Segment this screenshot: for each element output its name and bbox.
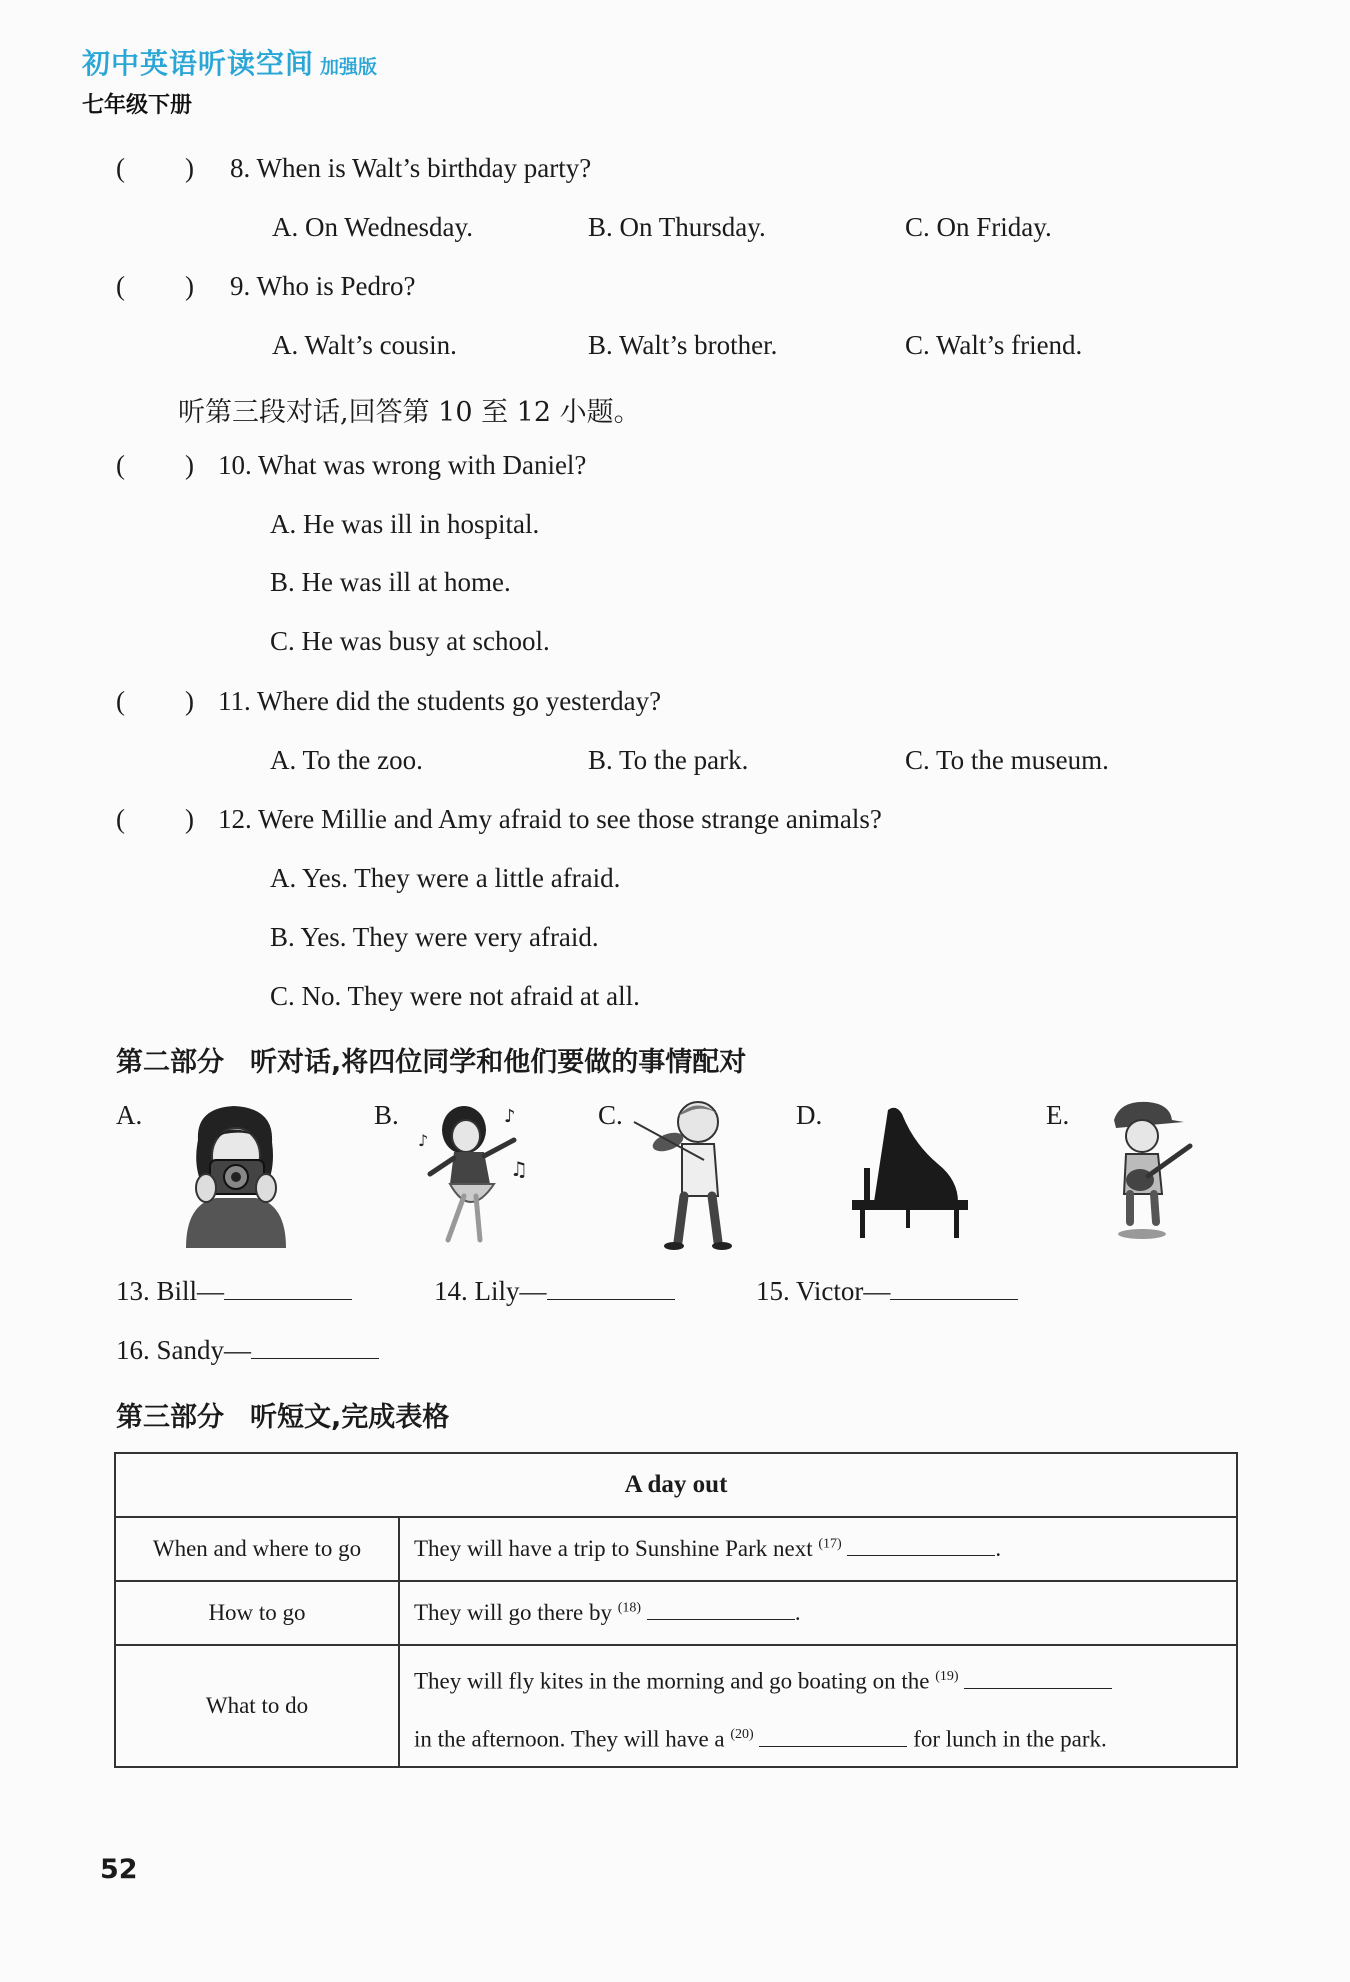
picture-letter-c: C. [598, 1100, 623, 1130]
answer-blank-20[interactable] [759, 1728, 907, 1747]
option-12a: A. Yes. They were a little afraid. [270, 863, 621, 893]
picture-letter-a: A. [116, 1100, 143, 1130]
part2-heading: 第二部分 听对话,将四位同学和他们要做的事情配对 [116, 1047, 747, 1078]
svg-text:♫: ♫ [510, 1157, 528, 1181]
table-row [115, 1581, 1237, 1645]
answer-paren[interactable]: ( ) [116, 686, 194, 716]
dancer-icon [414, 1100, 534, 1248]
question-9: 9. Who is Pedro? [230, 271, 416, 301]
answer-blank-19[interactable] [964, 1670, 1112, 1689]
violinist-icon [630, 1096, 736, 1252]
answer-paren[interactable]: ( ) [116, 271, 194, 301]
option-8a: A. On Wednesday. [272, 212, 474, 242]
answer-blank-18[interactable] [647, 1601, 795, 1620]
piano-icon [848, 1104, 972, 1240]
picture-letter-b: B. [374, 1100, 399, 1130]
row-label: When and where to go [115, 1517, 399, 1581]
option-11c: C. To the museum. [905, 745, 1109, 775]
answer-paren[interactable]: ( ) [116, 804, 194, 834]
option-8b: B. On Thursday. [588, 212, 766, 242]
page-number: 52 [100, 1854, 138, 1885]
answer-paren[interactable]: ( ) [116, 450, 194, 480]
day-out-table [114, 1452, 1238, 1768]
answer-blank[interactable] [224, 1277, 352, 1300]
match-item-16[interactable]: 16. Sandy— [116, 1335, 379, 1366]
option-10a: A. He was ill in hospital. [270, 509, 540, 539]
picture-letter-d: D. [796, 1100, 823, 1130]
match-item-14[interactable]: 14. Lily— [434, 1276, 675, 1307]
series-tag: 加强版 [320, 56, 378, 78]
svg-text:♪: ♪ [418, 1131, 429, 1150]
option-11a: A. To the zoo. [270, 745, 423, 775]
option-9c: C. Walt’s friend. [905, 330, 1083, 360]
question-10: 10. What was wrong with Daniel? [218, 450, 587, 480]
table-title: A day out [115, 1453, 1237, 1517]
table-row [115, 1517, 1237, 1581]
option-9a: A. Walt’s cousin. [272, 330, 457, 360]
option-8c: C. On Friday. [905, 212, 1052, 242]
guitarist-icon [1100, 1100, 1196, 1240]
option-12c: C. No. They were not afraid at all. [270, 981, 640, 1011]
answer-blank[interactable] [547, 1277, 675, 1300]
row-label: How to go [115, 1581, 399, 1645]
answer-blank[interactable] [251, 1336, 379, 1359]
svg-text:♪: ♪ [504, 1106, 516, 1127]
grade-label: 七年级下册 [82, 93, 193, 118]
answer-paren[interactable]: ( ) [116, 153, 194, 183]
page-header [82, 42, 377, 119]
row-content: They will go there by $^{(18)}$ . [399, 1581, 1237, 1645]
option-11b: B. To the park. [588, 745, 749, 775]
instruction-dialogue-3: 听第三段对话,回答第 10 至 12 小题。 [178, 397, 641, 428]
photographer-icon [176, 1100, 294, 1248]
row-content: They will have a trip to Sunshine Park next $^{(17)}$ . [399, 1517, 1237, 1581]
question-12: 12. Were Millie and Amy afraid to see those strange animals? [218, 804, 882, 834]
question-8: 8. When is Walt’s birthday party? [230, 153, 592, 183]
match-item-13[interactable]: 13. Bill— [116, 1276, 352, 1307]
question-11: 11. Where did the students go yesterday? [218, 686, 662, 716]
option-12b: B. Yes. They were very afraid. [270, 922, 599, 952]
row-content: They will fly kites in the morning and go boating on the $^{(19)}$ in the afternoon. They will have a $^{(20)}$ for lunch in the park. [399, 1645, 1237, 1767]
table-row [115, 1645, 1237, 1767]
answer-blank-17[interactable] [847, 1537, 995, 1556]
row-label: What to do [115, 1645, 399, 1767]
series-title: 初中英语听读空间 [82, 47, 315, 80]
option-10c: C. He was busy at school. [270, 626, 550, 656]
answer-blank[interactable] [890, 1277, 1018, 1300]
picture-letter-e: E. [1046, 1100, 1070, 1130]
option-9b: B. Walt’s brother. [588, 330, 778, 360]
option-10b: B. He was ill at home. [270, 567, 511, 597]
part3-heading: 第三部分 听短文,完成表格 [116, 1402, 450, 1433]
match-item-15[interactable]: 15. Victor— [756, 1276, 1018, 1307]
